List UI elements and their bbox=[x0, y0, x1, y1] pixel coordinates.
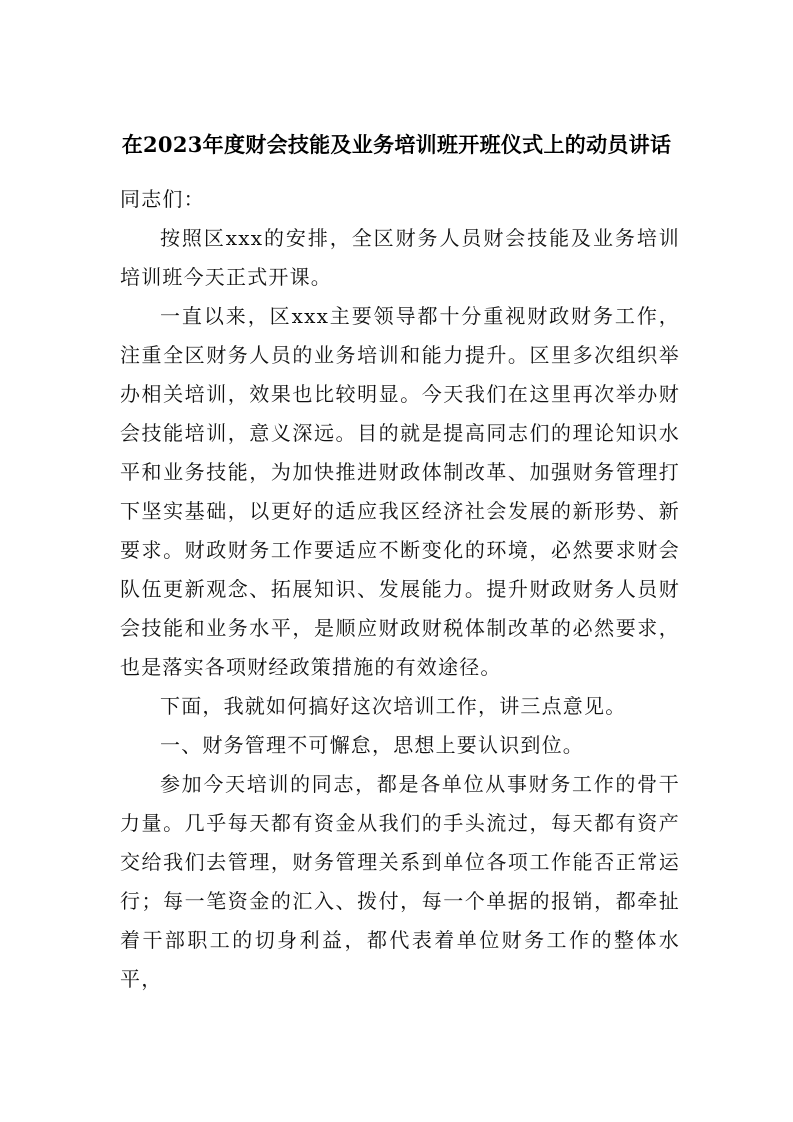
document-title: 在2023年度财会技能及业务培训班开班仪式上的动员讲话 bbox=[121, 132, 672, 157]
paragraph-section-one: 参加今天培训的同志，都是各单位从事财务工作的骨干力量。几乎每天都有资金从我们的手头流过，每天都有资产交给我们去管理，财务管理关系到单位各项工作能否正常运行；每一笔资金的汇入、拨付，每一个单据的报销，都牵扯着干部职工的切身利益，都代表着单位财务工作的整体水平， bbox=[120, 772, 680, 991]
document-body bbox=[120, 180, 680, 999]
section-heading-one: 一、财务管理不可懈怠，思想上要认识到位。 bbox=[160, 733, 584, 757]
paragraph-outline-intro: 下面，我就如何搞好这次培训工作，讲三点意见。 bbox=[160, 694, 627, 718]
salutation: 同志们： bbox=[120, 187, 205, 211]
paragraph-background: 一直以来，区xxx主要领导都十分重视财政财务工作，注重全区财务人员的业务培训和能力提升。区里多次组织举办相关培训，效果也比较明显。今天我们在这里再次举办财会技能培训，意义深远。目的就是提高同志们的理论知识水平和业务技能，为加快推进财政体制改革、加强财务管理打下坚实基础，以更好的适应我区经济社会发展的新形势、新要求。财政财务工作要适应不断变化的环境，必然要求财会队伍更新观念、拓展知识、发展能力。提升财政财务人员财会技能和业务水平，是顺应财政财税体制改革的必然要求，也是落实各项财经政策措施的有效途径。 bbox=[120, 304, 680, 679]
paragraph-arrangement: 按照区xxx的安排，全区财务人员财会技能及业务培训培训班今天正式开课。 bbox=[120, 226, 680, 289]
